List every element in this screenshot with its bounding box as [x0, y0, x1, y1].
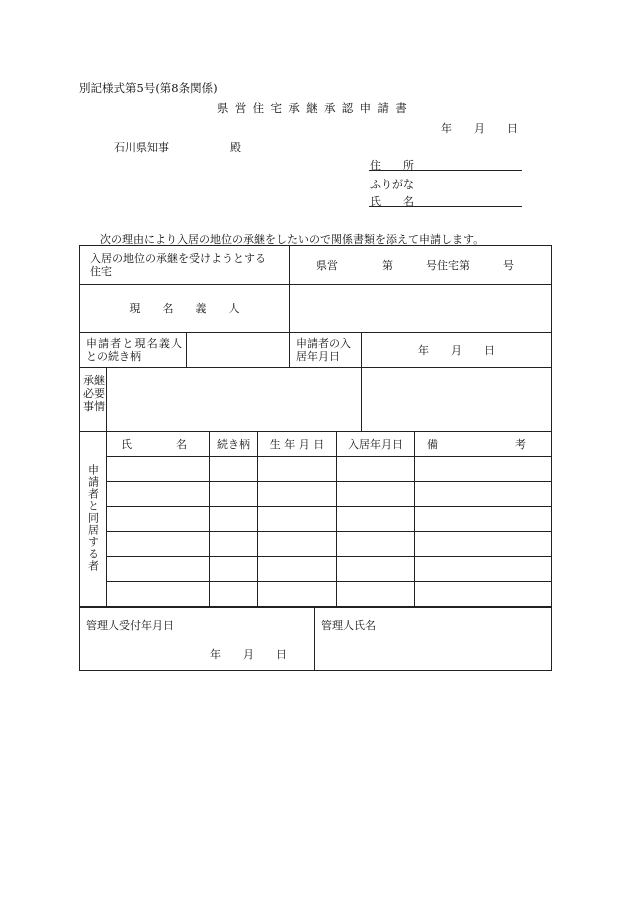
- move-in-cell[interactable]: [337, 507, 415, 532]
- furigana-label: ふりがな: [370, 178, 414, 191]
- birthdate-cell[interactable]: [258, 557, 337, 582]
- move-in-date: 年 月 日: [418, 343, 496, 357]
- move-in-label: 申請者の入居年月日: [296, 337, 352, 363]
- relationship-value-cell[interactable]: [187, 333, 290, 368]
- birthdate-cell[interactable]: [258, 457, 337, 482]
- move-in-label-cell: [290, 333, 362, 368]
- relation-cell[interactable]: [210, 507, 258, 532]
- name-cell[interactable]: [107, 532, 210, 557]
- reason-label-cell: [80, 368, 107, 432]
- application-date: 年 月 日: [441, 122, 518, 135]
- remarks-cell[interactable]: [415, 507, 552, 532]
- housing-value-cell[interactable]: [290, 246, 552, 285]
- relationship-label: 申請者と現名義人との続き柄: [86, 337, 182, 363]
- relation-cell[interactable]: [210, 482, 258, 507]
- name-cell[interactable]: [107, 457, 210, 482]
- form-number: 別記様式第5号(第8条関係): [79, 81, 218, 95]
- table-row: [80, 482, 552, 507]
- column-header: 生 年 月 日: [258, 432, 337, 457]
- housing-label-cell: [80, 246, 290, 285]
- remarks-cell[interactable]: [415, 532, 552, 557]
- remarks-cell[interactable]: [415, 482, 552, 507]
- move-in-cell[interactable]: [337, 557, 415, 582]
- birthdate-cell[interactable]: [258, 582, 337, 607]
- reason-label: 承継必要事情: [83, 374, 105, 413]
- housing-label: 入居の地位の承継を受けようとする住宅: [90, 252, 266, 278]
- remarks-cell[interactable]: [415, 457, 552, 482]
- name-cell[interactable]: [107, 557, 210, 582]
- application-table: [79, 245, 552, 432]
- move-in-cell[interactable]: [337, 532, 415, 557]
- column-header: 氏 名: [107, 432, 210, 457]
- move-in-cell[interactable]: [337, 482, 415, 507]
- manager-table: [79, 607, 552, 671]
- name-cell[interactable]: [107, 507, 210, 532]
- table-row: [80, 532, 552, 557]
- name-line: [369, 206, 522, 207]
- addressee: 石川県知事: [114, 141, 169, 154]
- birthdate-cell[interactable]: [258, 482, 337, 507]
- move-in-cell[interactable]: [337, 457, 415, 482]
- name-label: 氏 名: [370, 195, 414, 208]
- name-cell[interactable]: [107, 482, 210, 507]
- relation-cell[interactable]: [210, 457, 258, 482]
- address-label: 住 所: [370, 159, 414, 172]
- manager-name-cell[interactable]: [315, 608, 552, 671]
- name-cell[interactable]: [107, 582, 210, 607]
- cohabitants-side-cell: [80, 432, 107, 607]
- table-row: [80, 457, 552, 482]
- column-header: 備 考: [415, 432, 552, 457]
- receipt-date-cell[interactable]: [80, 608, 315, 671]
- remarks-cell[interactable]: [415, 557, 552, 582]
- manager-name-label: 管理人氏名: [321, 619, 376, 632]
- move-in-cell[interactable]: [337, 582, 415, 607]
- birthdate-cell[interactable]: [258, 507, 337, 532]
- cohabitants-table: [79, 431, 552, 607]
- current-holder-value-cell[interactable]: [290, 285, 552, 333]
- receipt-date: 年 月 日: [210, 648, 287, 661]
- current-holder-label: 現 名 義 人: [129, 302, 240, 315]
- birthdate-cell[interactable]: [258, 532, 337, 557]
- honorific: 殿: [230, 141, 241, 154]
- reason-value-cell[interactable]: [107, 368, 362, 432]
- form-title: 県営住宅承継承認申請書: [217, 101, 414, 115]
- column-header: 続き柄: [210, 432, 258, 457]
- receipt-label: 管理人受付年月日: [86, 619, 174, 632]
- intro-text: 次の理由により入居の地位の承継をしたいので関係書類を添えて申請します。: [100, 233, 485, 246]
- address-line: [369, 170, 522, 171]
- housing-value: 県営 第 号住宅第 号: [316, 258, 515, 272]
- current-holder-label-cell: [80, 285, 290, 333]
- relation-cell[interactable]: [210, 582, 258, 607]
- column-header: 入居年月日: [337, 432, 415, 457]
- relation-cell[interactable]: [210, 532, 258, 557]
- table-row: [80, 507, 552, 532]
- relationship-label-cell: [80, 333, 187, 368]
- relation-cell[interactable]: [210, 557, 258, 582]
- cohabitants-side-label: 申請者と同居する者: [86, 463, 100, 572]
- move-in-date-cell[interactable]: [362, 333, 552, 368]
- reason-extra-cell[interactable]: [362, 368, 552, 432]
- remarks-cell[interactable]: [415, 582, 552, 607]
- table-row: [80, 582, 552, 607]
- table-row: [80, 557, 552, 582]
